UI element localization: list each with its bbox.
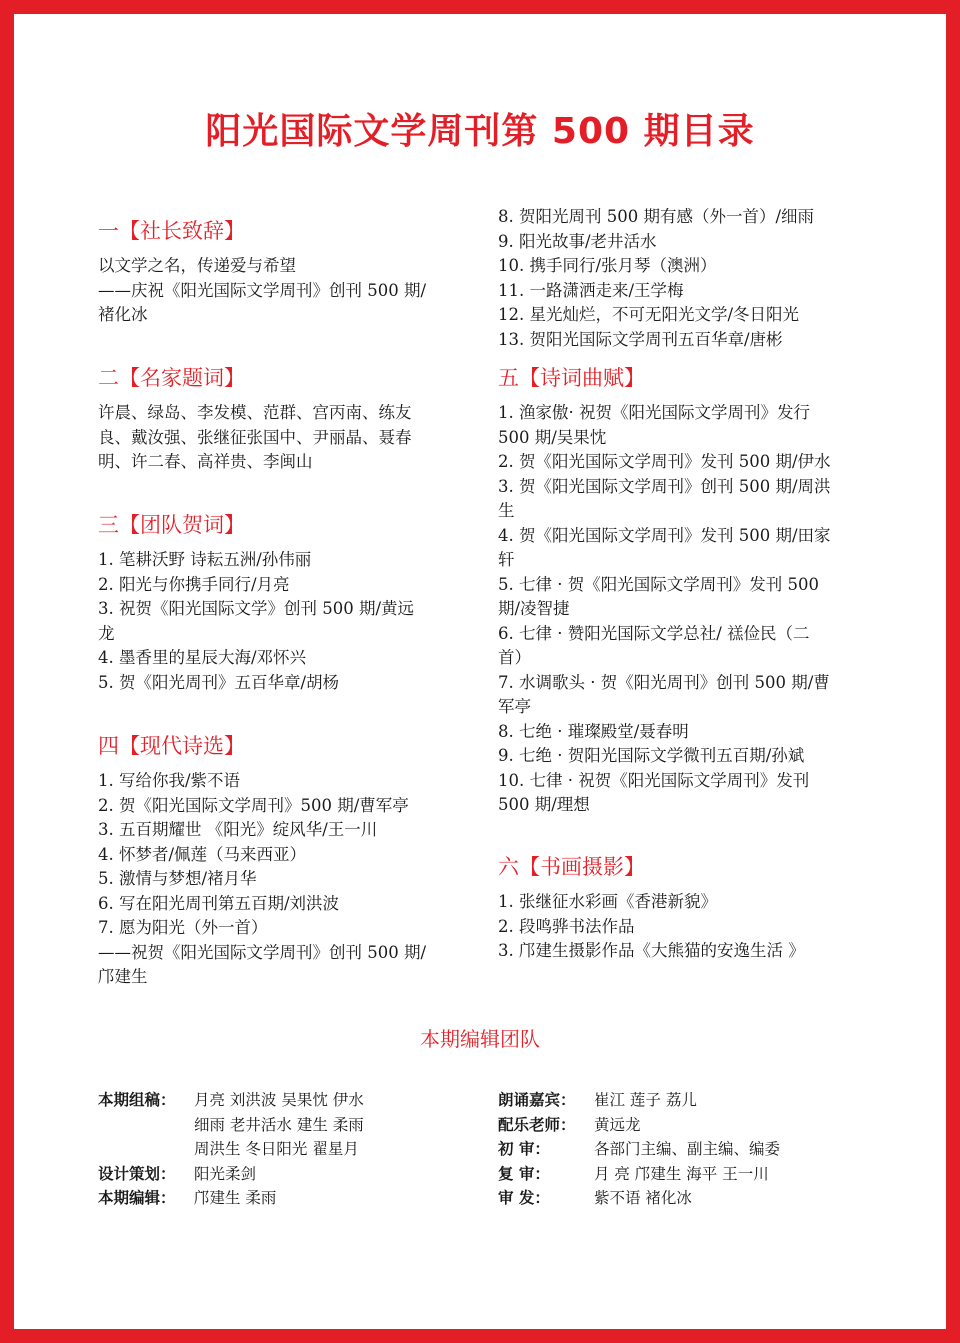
toc-line: 3. 五百期耀世 《阳光》绽风华/王一川: [98, 820, 378, 839]
toc-line: 12. 星光灿烂，不可无阳光文学/冬日阳光: [498, 305, 800, 324]
credit-label: 初 审：: [498, 1140, 550, 1158]
toc-line: 7. 水调歌头 · 贺《阳光周刊》创刊 500 期/曹: [498, 672, 830, 692]
toc-line: 1. 张继征水彩画《香港新貌》: [498, 892, 717, 911]
credit-row: [98, 1088, 478, 1162]
credit-row: [498, 1162, 878, 1187]
credit-label: 本期编辑：: [98, 1189, 176, 1207]
toc-line: 1. 渔家傲· 祝贺《阳光国际文学周刊》发行: [498, 403, 810, 422]
toc-line: 5. 贺《阳光周刊》五百华章/胡杨: [98, 672, 340, 692]
credit-value: 紫不语 褚化冰: [594, 1189, 692, 1207]
toc-line: 2. 贺《阳光国际文学周刊》发刊 500 期/伊水: [498, 452, 831, 471]
credit-row: [98, 1186, 478, 1211]
toc-line: 6. 写在阳光周刊第五百期/刘洪波: [98, 893, 340, 913]
section-modern-poems-continued: [498, 205, 870, 352]
toc-line: 500 期/吴果忱: [498, 427, 607, 447]
toc-line: 10. 携手同行/张月琴（澳洲）: [498, 256, 717, 275]
toc-line: 良、戴汝强、张继征张国中、尹丽晶、聂春: [98, 427, 412, 447]
toc-line: ——祝贺《阳光国际文学周刊》创刊 500 期/: [98, 942, 427, 962]
section-lines: [498, 890, 870, 964]
toc-line: 以文学之名，传递爱与希望: [98, 256, 296, 275]
credit-row: [98, 1162, 478, 1187]
credit-values: [594, 1113, 641, 1138]
toc-line: 1. 写给你我/紫不语: [98, 771, 241, 790]
credit-values: [194, 1186, 276, 1211]
toc-line: 13. 贺阳光国际文学周刊五百华章/唐彬: [498, 329, 783, 349]
toc-line: 500 期/理想: [498, 795, 590, 814]
toc-line: 军亭: [498, 697, 531, 716]
toc-line: 4. 墨香里的星辰大海/邓怀兴: [98, 648, 307, 667]
section-heading: 三【团队贺词】: [98, 513, 245, 537]
toc-line: 3. 祝贺《阳光国际文学》创刊 500 期/黄远: [98, 599, 415, 618]
section-team-greetings: [98, 510, 470, 695]
credit-value: 崔江 莲子 荔儿: [594, 1091, 697, 1109]
toc-line: 1. 笔耕沃野 诗耘五洲/孙伟丽: [98, 550, 312, 569]
toc-line: 2. 贺《阳光国际文学周刊》500 期/曹军亭: [98, 795, 409, 815]
credit-value: 邝建生 柔雨: [194, 1189, 277, 1207]
section-lines: [98, 769, 470, 990]
toc-line: 生: [498, 501, 515, 520]
toc-line: 2. 段鸣骅书法作品: [498, 916, 635, 936]
credits-left: [98, 1088, 478, 1211]
toc-line: 8. 贺阳光周刊 500 期有感（外一首）/细雨: [498, 207, 815, 226]
toc-line: 4. 怀梦者/佩莲（马来西亚）: [98, 844, 307, 864]
toc-line: 8. 七绝 · 璀璨殿堂/聂春明: [498, 721, 689, 741]
credit-value: 阳光柔剑: [194, 1164, 257, 1183]
toc-line: 明、许二春、高祥贵、李闽山: [98, 452, 313, 471]
credit-value: 月亮 刘洪波 吴果忱 伊水: [194, 1091, 364, 1109]
toc-line: 轩: [498, 550, 515, 569]
section-lines: [498, 401, 870, 818]
toc-line: 2. 阳光与你携手同行/月亮: [98, 574, 290, 594]
credit-row: [498, 1113, 878, 1138]
page-title: 阳光国际文学周刊第 500 期目录: [205, 111, 755, 152]
credit-values: [194, 1088, 364, 1162]
credit-label: 复 审：: [498, 1164, 550, 1183]
toc-line: 3. 贺《阳光国际文学周刊》创刊 500 期/周洪: [498, 476, 831, 496]
credit-label: 审 发：: [498, 1189, 550, 1207]
section-modern-poems: [98, 731, 470, 990]
toc-line: 9. 阳光故事/老井活水: [498, 231, 657, 251]
credit-label: 配乐老师：: [498, 1115, 576, 1134]
section-heading: 五【诗词曲赋】: [498, 366, 645, 390]
toc-line: ——庆祝《阳光国际文学周刊》创刊 500 期/: [98, 280, 427, 300]
credit-value: 细雨 老井活水 建生 柔雨: [194, 1115, 364, 1134]
credit-values: [594, 1186, 692, 1211]
section-heading: 六【书画摄影】: [498, 855, 645, 879]
toc-line: 5. 七律 · 贺《阳光国际文学周刊》发刊 500: [498, 574, 819, 594]
section-lines: [98, 401, 470, 475]
toc-line: 11. 一路潇洒走来/王学梅: [498, 280, 684, 300]
credit-value: 周洪生 冬日阳光 翟星月: [194, 1140, 359, 1158]
toc-line: 许晨、绿岛、李发模、范群、宫丙南、练友: [98, 403, 412, 422]
section-heading: 四【现代诗选】: [98, 734, 245, 758]
section-lines: [98, 254, 470, 328]
credits-right: [498, 1088, 878, 1211]
credit-values: [594, 1137, 780, 1162]
toc-line: 4. 贺《阳光国际文学周刊》发刊 500 期/田家: [498, 525, 831, 545]
toc-line: 5. 激情与梦想/褚月华: [98, 869, 257, 888]
credit-row: [498, 1186, 878, 1211]
section-lines: [98, 548, 470, 695]
toc-line: 邝建生: [98, 967, 148, 986]
toc-line: 7. 愿为阳光（外一首）: [98, 918, 268, 937]
credit-values: [594, 1162, 769, 1187]
credit-value: 黄远龙: [594, 1115, 641, 1134]
toc-line: 10. 七律 · 祝贺《阳光国际文学周刊》发刊: [498, 770, 810, 790]
toc-line: 龙: [98, 623, 115, 643]
toc-line: 9. 七绝 · 贺阳光国际文学微刊五百期/孙斌: [498, 746, 805, 765]
section-lines: [498, 205, 870, 352]
toc-line: 褚化冰: [98, 305, 148, 324]
toc-line: 首）: [498, 648, 531, 667]
section-famous-inscriptions: [98, 363, 470, 475]
section-heading: 二【名家题词】: [98, 366, 245, 390]
credit-label: 朗诵嘉宾：: [498, 1091, 576, 1109]
section-heading: 一【社长致辞】: [98, 219, 245, 243]
toc-line: 3. 邝建生摄影作品《大熊猫的安逸生活 》: [498, 941, 805, 960]
credit-label: 设计策划：: [98, 1164, 176, 1183]
section-president-address: [98, 216, 470, 328]
credit-row: [498, 1088, 878, 1113]
credit-values: [194, 1162, 256, 1187]
editorial-team-title: 本期编辑团队: [420, 1027, 540, 1051]
toc-line: 期/凌智捷: [498, 599, 570, 618]
section-classical-poetry: [498, 363, 870, 818]
credit-values: [594, 1088, 697, 1113]
toc-line: 6. 七律 · 赞阳光国际文学总社/ 禚俭民（二: [498, 623, 810, 643]
credit-label: 本期组稿：: [98, 1091, 176, 1109]
credit-value: 月 亮 邝建生 海平 王一川: [594, 1164, 769, 1183]
credit-value: 各部门主编、副主编、编委: [594, 1140, 781, 1158]
credit-row: [498, 1137, 878, 1162]
section-art-photography: [498, 852, 870, 964]
